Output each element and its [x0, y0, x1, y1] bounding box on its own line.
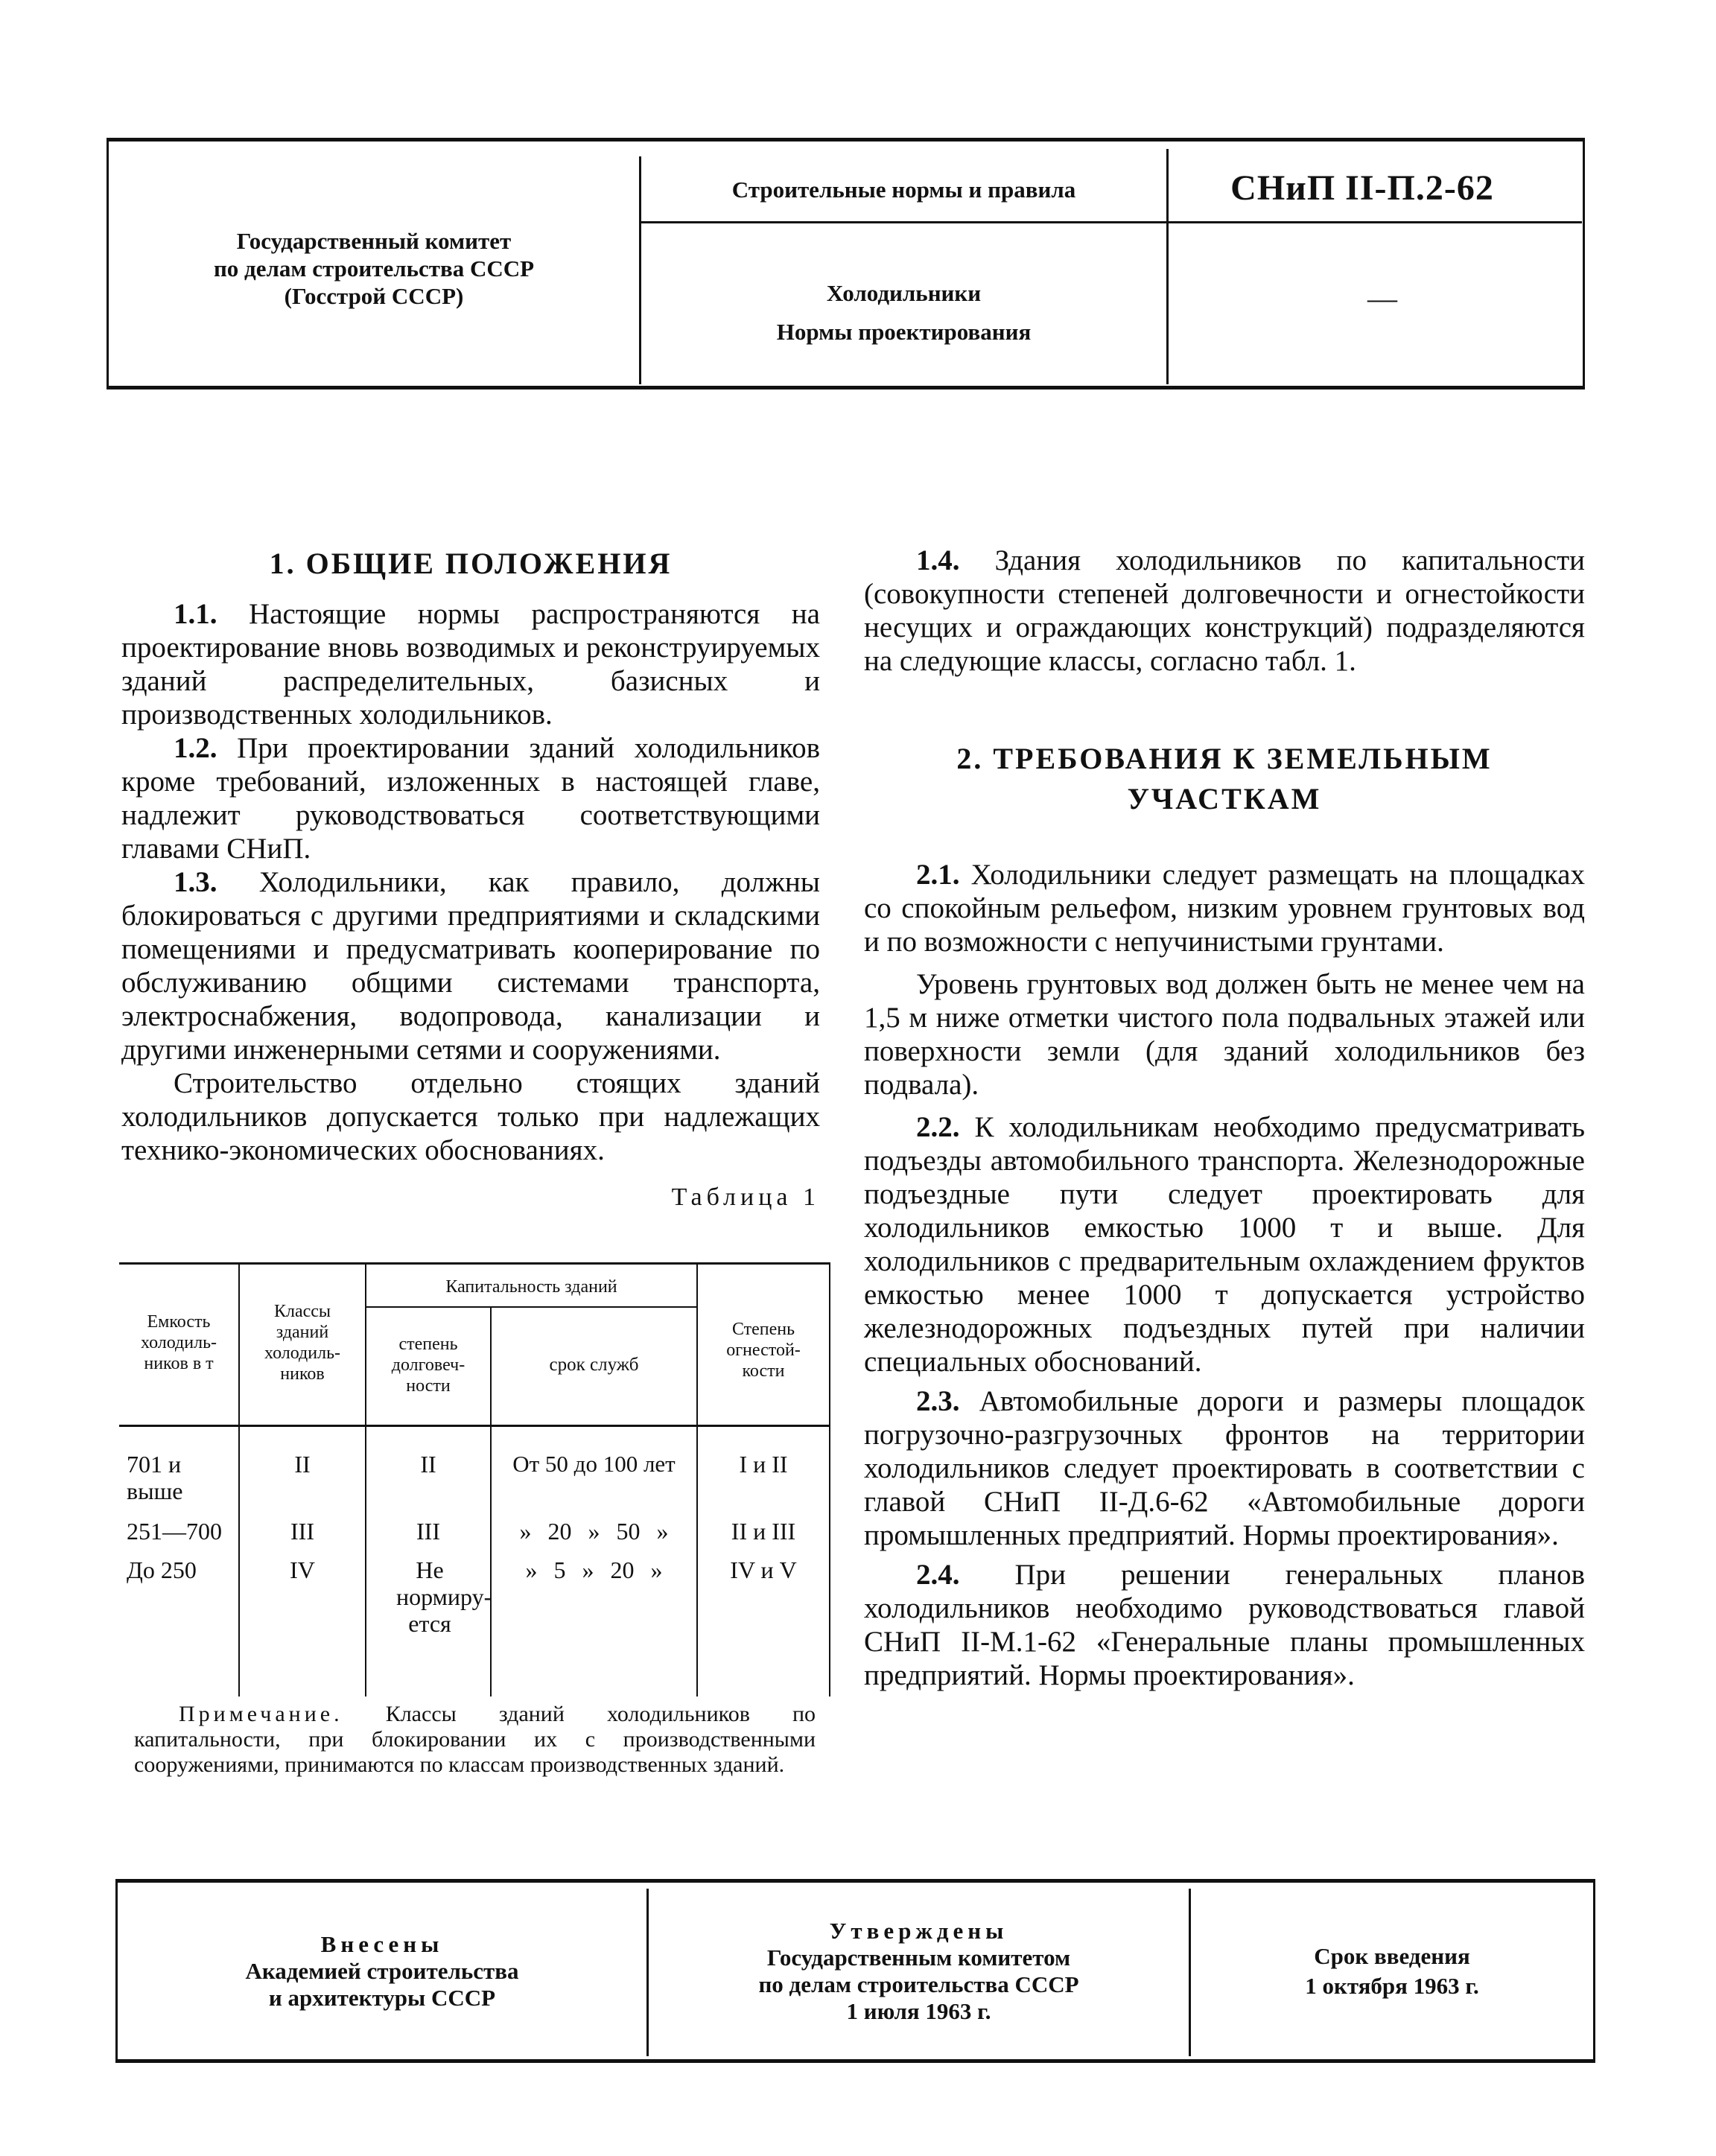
table1-cell-class: III	[290, 1518, 314, 1545]
table1-note-label: Примечание.	[179, 1702, 343, 1726]
para-2-1-num: 2.1.	[916, 859, 960, 891]
table1-hline-2	[119, 1425, 830, 1427]
para-2-1-text: Холодильники следует размещать на площадках со спокойным рельефом, низким уровнем грунтовых вод и по возможности с непучинистыми грунтами.	[864, 859, 1585, 958]
table1-label: Таблица 1	[671, 1183, 820, 1211]
para-1-1-text: Настоящие нормы распространяются на проектирование вновь возводимых и реконструируемых зданий распределительных, базисных и производственных холодильников.	[121, 598, 820, 731]
para-2-2	[864, 1110, 1585, 1378]
para-2-1b-text: Уровень грунтовых вод должен быть не менее чем на 1,5 м ниже отметки чистого пола подвальных этажей или поверхности земли (для зданий холодильников без подвала).	[864, 968, 1585, 1101]
table1-cell-fire: II и III	[731, 1518, 796, 1545]
table1-cell-fire: IV и V	[730, 1556, 797, 1583]
footer-effective-line2: 1 октября 1963 г.	[1305, 1972, 1479, 1999]
table1-cell-durability: II	[420, 1451, 436, 1478]
header-title: Холодильники	[826, 280, 982, 306]
para-2-2-text: К холодильникам необходимо предусматривать подъезды автомобильного транспорта. Железнодорожные подъездные пути следует проектировать для холодильников емкостью 1000 т и выше. Для холодильников с предварительным охлаждением фруктов емкостью менее 1000 т допускается устройство железнодорожных подъездных путей при наличии специальных обоснований.	[864, 1111, 1585, 1378]
header-org-line3: (Госстрой СССР)	[284, 282, 464, 309]
table1-hline-1	[365, 1306, 696, 1308]
footer-approved-label: Утверждены	[829, 1917, 1008, 1944]
header-title-block	[641, 257, 1166, 369]
table1-head-capital: Капитальность зданий	[445, 1276, 617, 1297]
footer-effective-line1: Срок введения	[1314, 1942, 1470, 1969]
para-1-3-text: Холодильники, как правило, должны блокироваться с другими предприятиями и складскими помещениями и предусматривать кооперирование по обслуживанию общими системами транспорта, электроснабжения, водопровода, канализации и другими инженерными сетями и сооружениями.	[121, 866, 820, 1066]
table1-cell-service: » 5 » 20 »	[525, 1556, 663, 1583]
header-org	[109, 216, 639, 320]
footer-effective	[1191, 1883, 1593, 2059]
table1-note-text: Классы зданий холодильников по капитальности, при блокировании их с производственными сооружениями, принимаются по классам производственных зданий.	[134, 1702, 816, 1777]
header-hline-1	[641, 221, 1166, 223]
para-1-3b-text: Строительство отдельно стоящих зданий холодильников допускается только при надлежащих технико-экономических обоснованиях.	[121, 1067, 820, 1166]
header-subtitle: Нормы проектирования	[776, 319, 1032, 345]
para-2-1	[864, 858, 1585, 958]
table1-cell-capacity: 251—700	[127, 1518, 222, 1545]
footer-approved-line3: 1 июля 1963 г.	[846, 1997, 991, 2024]
table1-cell-class: IV	[290, 1556, 315, 1583]
para-2-3-num: 2.3.	[916, 1385, 960, 1417]
para-1-2-num: 1.2.	[174, 732, 217, 764]
para-1-1-num: 1.1.	[174, 598, 217, 630]
footer-introduced-line2: и архитектуры СССР	[268, 1984, 496, 2011]
table1-note	[134, 1702, 816, 1778]
table1-row	[119, 1556, 830, 1661]
table1-cell-service: » 20 » 50 »	[519, 1518, 669, 1545]
para-1-2	[121, 731, 820, 865]
header-series: Строительные нормы и правила	[731, 177, 1076, 203]
footer-box	[115, 1879, 1595, 2063]
section2-heading-line1: 2. ТРЕБОВАНИЯ К ЗЕМЕЛЬНЫМ	[956, 742, 1493, 775]
para-1-3b	[121, 1066, 820, 1167]
table1-head-service: срок служб	[549, 1355, 639, 1375]
para-2-3-text: Автомобильные дороги и размеры площадок погрузочно-разгрузочных фронтов на территории холодильников следует проектировать в соответствии с главой СНиП II-Д.6-62 «Автомобильные дороги промышленных предприятий. Нормы проектирования».	[864, 1385, 1585, 1551]
header-org-line2: по делам строительства СССР	[213, 255, 535, 282]
para-1-2-text: При проектировании зданий холодильников кроме требований, изложенных в настоящей главе, надлежит руководствоваться соответствующими главами СНиП.	[121, 732, 820, 865]
header-org-line1: Государственный комитет	[236, 227, 512, 254]
para-1-4-num: 1.4.	[916, 544, 960, 576]
header-box	[107, 138, 1585, 389]
para-1-3	[121, 865, 820, 1066]
para-2-4-num: 2.4.	[916, 1559, 960, 1591]
footer-introduced	[118, 1883, 646, 2059]
table1-cell-service: От 50 до 100 лет	[512, 1451, 676, 1477]
para-2-4	[864, 1558, 1585, 1692]
para-2-2-num: 2.2.	[916, 1111, 960, 1143]
para-2-1b	[864, 967, 1585, 1101]
table1-head-classes: Классы зданий холодиль-ников	[264, 1302, 341, 1384]
header-dash: —	[1367, 281, 1397, 315]
table1-cell-durability: III	[416, 1518, 440, 1545]
footer-approved-line1: Государственным комитетом	[766, 1944, 1071, 1971]
table1-head-durability: степень долговеч-ности	[391, 1335, 465, 1396]
footer-approved	[649, 1883, 1189, 2059]
para-2-3	[864, 1384, 1585, 1552]
table1	[119, 1262, 830, 1664]
footer-approved-line2: по делам строительства СССР	[758, 1971, 1079, 1997]
para-1-4	[864, 544, 1585, 678]
table1-head-capacity: Емкость холодиль-ников в т	[140, 1312, 217, 1373]
table1-cell-durability: Не нормиру-ется	[396, 1556, 492, 1637]
table1-cell-class: II	[294, 1451, 311, 1478]
header-code: СНиП II-П.2-62	[1230, 168, 1494, 208]
left-column	[121, 544, 820, 1225]
para-1-1	[121, 597, 820, 731]
table1-cell-fire: I и II	[739, 1451, 788, 1478]
section2-heading	[864, 739, 1585, 819]
table1-row	[119, 1518, 830, 1555]
table1-cell-capacity: До 250	[127, 1556, 197, 1583]
header-hline-2	[1169, 221, 1582, 223]
right-column	[864, 544, 1585, 1692]
table1-head-fire: Степень огнестой-кости	[726, 1320, 801, 1381]
para-2-4-text: При решении генеральных планов холодильников необходимо руководствоваться главой СНиП II-М.1-62 «Генеральные планы промышленных предприятий. Нормы проектирования».	[864, 1559, 1585, 1691]
section1-heading: 1. ОБЩИЕ ПОЛОЖЕНИЯ	[269, 547, 673, 580]
table1-cell-capacity: 701 и выше	[127, 1451, 183, 1504]
table1-row	[119, 1451, 830, 1518]
para-1-3-num: 1.3.	[174, 866, 217, 898]
para-1-4-text: Здания холодильников по капитальности (совокупности степеней долговечности и огнестойкости несущих и ограждающих конструкций) подразделяются на следующие классы, согласно табл. 1.	[864, 544, 1585, 677]
footer-introduced-label: Внесены	[320, 1930, 444, 1957]
footer-introduced-line1: Академией строительства	[245, 1957, 519, 1984]
section2-heading-line2: УЧАСТКАМ	[1127, 782, 1322, 815]
